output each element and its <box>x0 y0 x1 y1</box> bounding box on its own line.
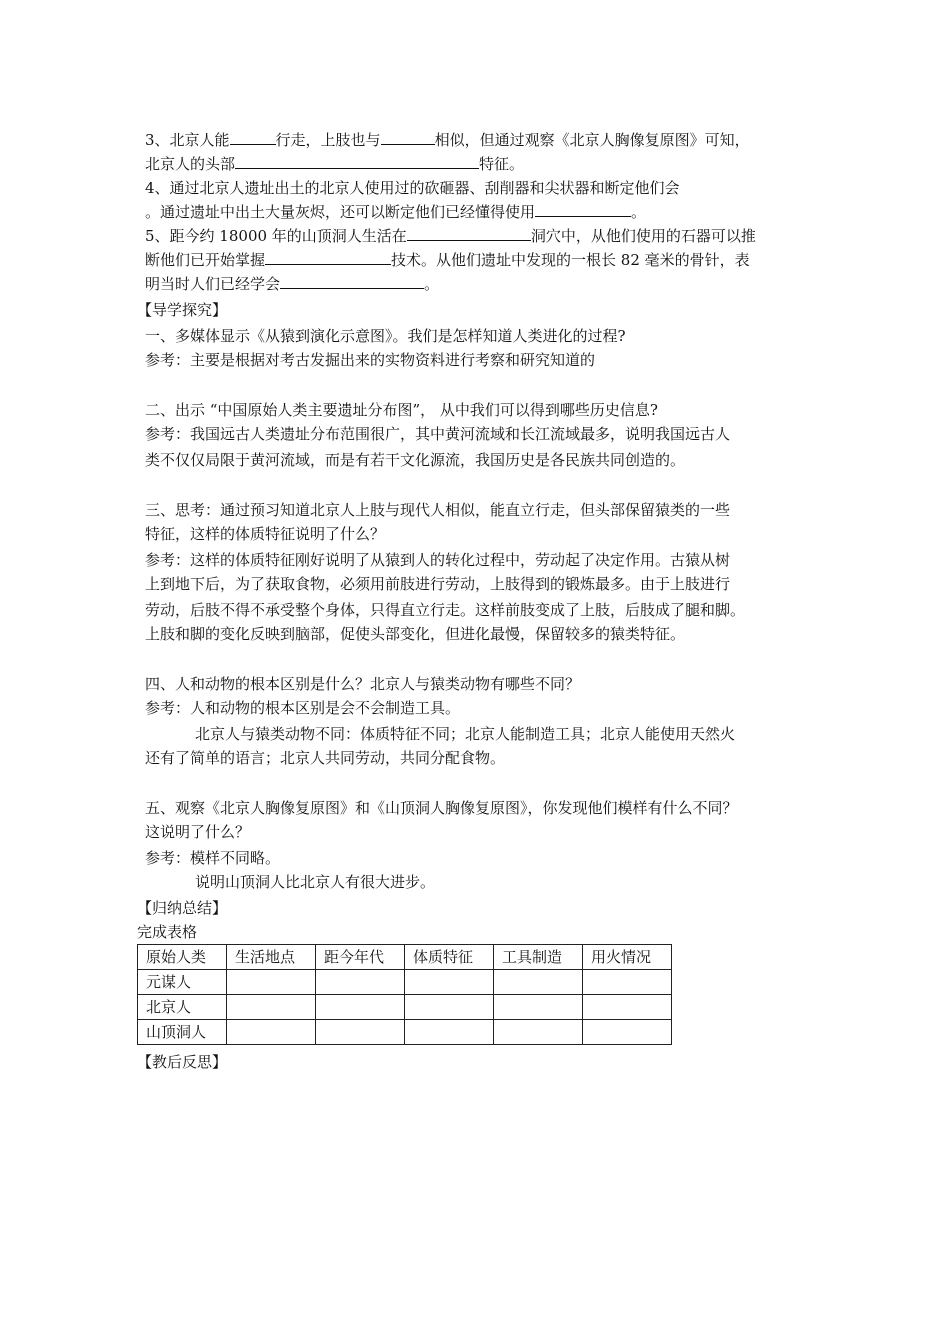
table-cell[interactable] <box>494 970 583 995</box>
summary-table <box>137 944 672 1045</box>
table-cell[interactable] <box>405 995 494 1020</box>
q3-text-d: 北京人的头部 <box>145 155 236 173</box>
guide-s3-answer-4: 上肢和脚的变化反映到脑部，促使头部变化，但进化最慢，保留较多的猿类特征。 <box>145 625 686 643</box>
reflection-heading: 【教后反思】 <box>137 1053 228 1071</box>
table-header-cell: 生活地点 <box>227 945 316 970</box>
q5-text-d: 技术。从他们遗址中发现的一根长 82 毫米的骨针，表 <box>391 251 750 269</box>
q3-line1 <box>145 128 750 152</box>
guide-s4-answer-2: 北京人与猿类动物不同：体质特征不同；北京人能制造工具；北京人能使用天然火 <box>195 725 736 743</box>
q3-text-e: 特征。 <box>479 155 525 173</box>
q4-blank-1[interactable] <box>535 200 631 217</box>
q5-line2 <box>145 248 750 272</box>
summary-heading: 【归纳总结】 <box>137 899 228 917</box>
q5-line1 <box>145 224 756 248</box>
guide-s2-answer-2: 类不仅仅局限于黄河流域，而是有若干文化源流，我国历史是各民族共同创造的。 <box>145 451 686 469</box>
q4-text-b: 。 <box>631 203 647 221</box>
guide-s3-question-2: 特征，这样的体质特征说明了什么？ <box>145 525 386 543</box>
table-cell[interactable] <box>583 1020 672 1045</box>
q5-text-a: 5、距今约 18000 年的山顶洞人生活在 <box>145 227 407 245</box>
guide-s5-answer-2: 说明山顶洞人比北京人有很大进步。 <box>195 873 436 891</box>
table-row-label: 北京人 <box>138 995 227 1020</box>
q3-line2 <box>145 152 524 176</box>
table-cell[interactable] <box>405 970 494 995</box>
guide-s5-question-2: 这说明了什么？ <box>145 823 251 841</box>
guide-s3-answer-3: 劳动，后肢不得不承受整个身体，只得直立行走。这样前肢变成了上肢，后肢成了腿和脚。 <box>145 601 746 619</box>
q5-text-c: 断他们已开始掌握 <box>145 251 266 269</box>
q5-blank-3[interactable] <box>280 272 424 289</box>
q3-text-c: 相似，但通过观察《北京人胸像复原图》可知， <box>434 131 750 149</box>
table-cell[interactable] <box>316 970 405 995</box>
guide-s1-question: 一、多媒体显示《从猿到演化示意图》。我们是怎样知道人类进化的过程? <box>145 327 626 345</box>
q5-line3 <box>145 272 439 296</box>
table-header-cell: 体质特征 <box>405 945 494 970</box>
q3-text-a: 3、北京人能 <box>145 131 230 149</box>
q5-blank-1[interactable] <box>407 224 531 241</box>
q5-blank-2[interactable] <box>265 248 391 265</box>
table-cell[interactable] <box>316 995 405 1020</box>
guide-s3-answer-2: 上到地下后，为了获取食物，必须用前肢进行劳动，上肢得到的锻炼最多。由于上肢进行 <box>145 575 731 593</box>
guide-s5-question-1: 五、观察《北京人胸像复原图》和《山顶洞人胸像复原图》，你发现他们模样有什么不同？ <box>145 799 738 817</box>
q3-blank-1[interactable] <box>230 128 276 145</box>
table-cell[interactable] <box>227 995 316 1020</box>
summary-caption: 完成表格 <box>137 923 198 941</box>
table-row <box>138 970 672 995</box>
table-row-label: 山顶洞人 <box>138 1020 227 1045</box>
guide-s3-answer-1: 参考：这样的体质特征刚好说明了从猿到人的转化过程中，劳动起了决定作用。古猿从树 <box>145 551 731 569</box>
q3-text-b: 行走，上肢也与 <box>275 131 381 149</box>
table-header-cell: 原始人类 <box>138 945 227 970</box>
q4-line1: 4、通过北京人遗址出土的北京人使用过的砍砸器、刮削器和尖状器和断定他们会 <box>145 179 680 197</box>
q4-line2 <box>145 200 646 224</box>
table-row <box>138 1020 672 1045</box>
summary-table-header-row <box>138 945 672 970</box>
guide-s4-answer-3: 还有了简单的语言；北京人共同劳动，共同分配食物。 <box>145 749 506 767</box>
table-cell[interactable] <box>494 1020 583 1045</box>
guide-s4-question: 四、人和动物的根本区别是什么？北京人与猿类动物有哪些不同？ <box>145 675 581 693</box>
table-cell[interactable] <box>227 970 316 995</box>
table-cell[interactable] <box>405 1020 494 1045</box>
guide-s5-answer-1: 参考：模样不同略。 <box>145 849 281 867</box>
table-cell[interactable] <box>227 1020 316 1045</box>
q3-blank-3[interactable] <box>235 152 479 169</box>
table-header-cell: 工具制造 <box>494 945 583 970</box>
table-header-cell: 距今年代 <box>316 945 405 970</box>
table-row <box>138 995 672 1020</box>
guide-s4-answer-1: 参考：人和动物的根本区别是会不会制造工具。 <box>145 699 461 717</box>
q5-text-f: 。 <box>424 275 440 293</box>
table-cell[interactable] <box>583 995 672 1020</box>
table-cell[interactable] <box>583 970 672 995</box>
q4-text-a: 。通过遗址中出土大量灰烬，还可以断定他们已经懂得使用 <box>145 203 536 221</box>
guide-s2-answer-1: 参考：我国远古人类遗址分布范围很广，其中黄河流域和长江流域最多，说明我国远古人 <box>145 425 731 443</box>
q5-text-b: 洞穴中，从他们使用的石器可以推 <box>530 227 756 245</box>
table-cell[interactable] <box>494 995 583 1020</box>
q3-blank-2[interactable] <box>381 128 435 145</box>
table-row-label: 元谋人 <box>138 970 227 995</box>
guide-heading: 【导学探究】 <box>137 301 228 319</box>
guide-s1-answer: 参考：主要是根据对考古发掘出来的实物资料进行考察和研究知道的 <box>145 351 596 369</box>
table-header-cell: 用火情况 <box>583 945 672 970</box>
guide-s2-question: 二、出示 “中国原始人类主要遗址分布图”， 从中我们可以得到哪些历史信息? <box>145 401 658 419</box>
q5-text-e: 明当时人们已经学会 <box>145 275 281 293</box>
guide-s3-question-1: 三、思考：通过预习知道北京人上肢与现代人相似，能直立行走，但头部保留猿类的一些 <box>145 501 731 519</box>
table-cell[interactable] <box>316 1020 405 1045</box>
